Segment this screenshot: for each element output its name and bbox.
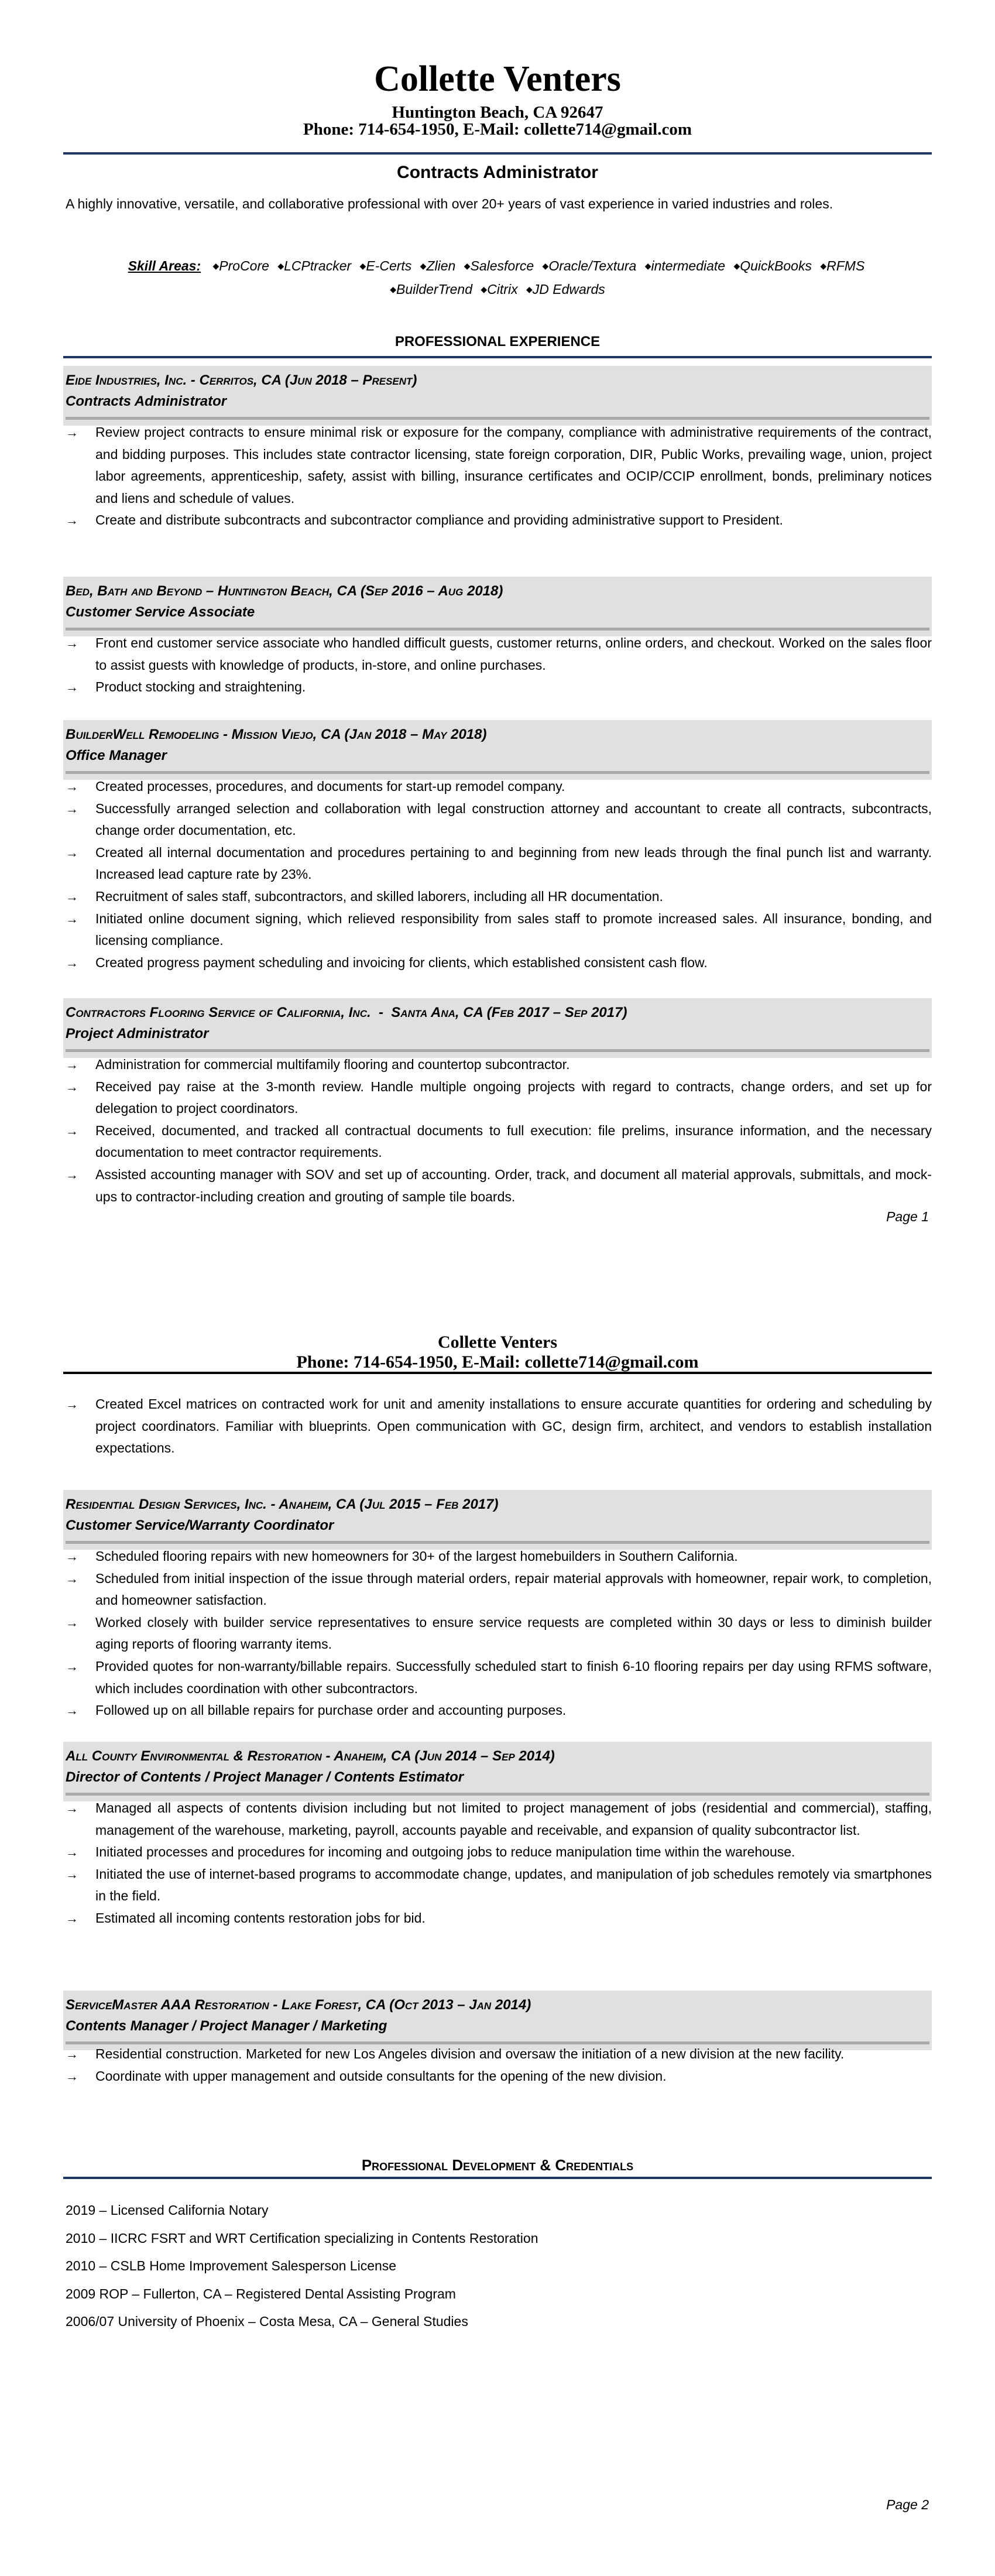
right-arrow-icon: → (66, 955, 78, 970)
job-bullets (63, 776, 932, 974)
job-role: Contents Manager / Project Manager / Marketing (66, 2018, 387, 2034)
right-arrow-icon: → (66, 1123, 78, 1138)
skill-item: ◆E-Certs (359, 258, 412, 273)
right-arrow-icon: → (66, 2068, 78, 2084)
job-role: Customer Service/Warranty Coordinator (66, 1517, 334, 1533)
job-bullets (63, 422, 932, 532)
diamond-icon: ◆ (390, 285, 397, 294)
diamond-icon: ◆ (542, 261, 549, 270)
skill-item: ◆Zlien (420, 258, 456, 273)
list-item: → Product stocking and straightening. (63, 676, 932, 698)
right-arrow-icon: → (66, 779, 78, 794)
job-header (63, 366, 932, 426)
job-header (63, 577, 932, 636)
skill-item: ◆intermediate (644, 258, 726, 273)
list-item: → Coordinate with upper management and outside consultants for the opening of the new division. (63, 2065, 932, 2088)
job-bullets (63, 1797, 932, 1930)
job-bullets (63, 2043, 932, 2087)
candidate-name: Collette Venters (374, 59, 621, 99)
list-item: → Scheduled from initial inspection of the issue through material orders, repair material approvals with homeowner, repair work, to completion, and homeowner satisfaction. (63, 1568, 932, 1612)
list-item: → Estimated all incoming contents restoration jobs for bid. (63, 1907, 932, 1930)
list-item: → Assisted accounting manager with SOV and set up of accounting. Order, track, and document all material approvals, submittals, and mock-ups to contractor-including creation and grouting of sample tile boards. (63, 1164, 932, 1208)
job-company: Bed, Bath and Beyond – Huntington Beach, CA (Sep 2016 – Aug 2018) (66, 583, 503, 599)
right-arrow-icon: → (66, 1910, 78, 1926)
right-arrow-icon: → (66, 1571, 78, 1586)
right-arrow-icon: → (66, 1057, 78, 1072)
experience-divider (63, 356, 932, 358)
credential-item: 2009 ROP – Fullerton, CA – Registered Dental Assisting Program (66, 2286, 456, 2301)
credential-item: 2010 – IICRC FSRT and WRT Certification specializing in Contents Restoration (66, 2230, 538, 2246)
right-arrow-icon: → (66, 1079, 78, 1094)
list-item: → Provided quotes for non-warranty/billable repairs. Successfully scheduled start to finish 6-10 flooring repairs per day using RFMS software, which includes coordination with other subcontractors. (63, 1656, 932, 1700)
right-arrow-icon: → (66, 1703, 78, 1718)
right-arrow-icon: → (66, 425, 78, 440)
credentials-heading: Professional Development & Credentials (361, 2156, 634, 2174)
job-header (63, 1490, 932, 1550)
right-arrow-icon: → (66, 680, 78, 695)
list-item: → Created all internal documentation and procedures pertaining to and beginning from new leads through the final punch list and warranty. Increased lead capture rate by 23%. (63, 842, 932, 886)
skill-areas-label: Skill Areas: (128, 258, 201, 273)
experience-heading: PROFESSIONAL EXPERIENCE (394, 334, 601, 350)
list-item: → Recruitment of sales staff, subcontractors, and skilled laborers, including all HR documentation. (63, 886, 932, 908)
candidate-address: Huntington Beach, CA 92647 (392, 103, 603, 122)
diamond-icon: ◆ (277, 261, 284, 270)
list-item: → Review project contracts to ensure minimal risk or exposure for the company, compliance with administrative requirements of the contract, and bidding purposes. This includes state contractor licensing, state foreign corporation, DIR, Public Works, prevailing wage, union, project labor agreements, apprenticeship, safety, assist with billing, insurance certificates and OCIP/CCIP enrollment, bonds, preliminary notices and liens and schedule of values. (63, 422, 932, 509)
job-role: Project Administrator (66, 1026, 209, 1042)
diamond-icon: ◆ (644, 261, 651, 270)
job-header-underline (66, 417, 929, 420)
job-company: Residential Design Services, Inc. - Anaheim, CA (Jul 2015 – Feb 2017) (66, 1496, 499, 1512)
job-bullets-continued (63, 1393, 932, 1460)
skill-item: ◆Oracle/Textura (542, 258, 637, 273)
right-arrow-icon: → (66, 1845, 78, 1860)
right-arrow-icon: → (66, 1659, 78, 1674)
credential-item: 2010 – CSLB Home Improvement Salesperson License (66, 2258, 397, 2273)
diamond-icon: ◆ (359, 261, 366, 270)
job-company: Eide Industries, Inc. - Cerritos, CA (Jun 2018 – Present) (66, 372, 417, 388)
credentials-divider (63, 2177, 932, 2179)
header-divider (63, 152, 932, 155)
skill-item: ◆ProCore (212, 258, 269, 273)
professional-summary: A highly innovative, versatile, and collaborative professional with over 20+ years of vast experience in varied industries and roles. (66, 196, 833, 211)
job-header-underline (66, 1049, 929, 1052)
right-arrow-icon: → (66, 889, 78, 904)
right-arrow-icon: → (66, 1801, 78, 1815)
job-bullets (63, 1054, 932, 1208)
right-arrow-icon: → (66, 911, 78, 926)
credential-item: 2019 – Licensed California Notary (66, 2202, 269, 2218)
skill-item: ◆QuickBooks (733, 258, 812, 273)
skill-item: ◆LCPtracker (277, 258, 352, 273)
diamond-icon: ◆ (820, 261, 827, 270)
diamond-icon: ◆ (526, 285, 533, 294)
job-header (63, 1742, 932, 1801)
skill-item: ◆BuilderTrend (390, 282, 473, 297)
right-arrow-icon: → (66, 2047, 78, 2061)
list-item: → Create and distribute subcontracts and subcontractor compliance and providing administrative support to President. (63, 509, 932, 532)
list-item: → Followed up on all billable repairs for purchase order and accounting purposes. (63, 1700, 932, 1722)
job-bullets (63, 1546, 932, 1722)
skill-item: ◆JD Edwards (526, 282, 605, 297)
list-item: → Received, documented, and tracked all contractual documents to full execution: file prelims, insurance information, and the necessary documentation to meet contractor requirements. (63, 1120, 932, 1164)
list-item: → Successfully arranged selection and collaboration with legal construction attorney and accountant to create all contracts, subcontracts, change order documentation, etc. (63, 798, 932, 842)
right-arrow-icon: → (66, 1167, 78, 1182)
list-item: → Initiated processes and procedures for incoming and outgoing jobs to reduce manipulation time within the warehouse. (63, 1841, 932, 1864)
list-item: → Front end customer service associate who handled difficult guests, customer returns, online orders, and checkout. Worked on the sales floor to assist guests with knowledge of products, in-store, and online purchases. (63, 632, 932, 676)
job-header (63, 1991, 932, 2050)
list-item: → Received pay raise at the 3-month review. Handle multiple ongoing projects with regard to contracts, change orders, and set up for delegation to project coordinators. (63, 1076, 932, 1120)
job-company: BuilderWell Remodeling - Mission Viejo, CA (Jan 2018 – May 2018) (66, 727, 487, 742)
job-role: Office Manager (66, 748, 167, 763)
credential-item: 2006/07 University of Phoenix – Costa Mesa, CA – General Studies (66, 2314, 468, 2329)
right-arrow-icon: → (66, 845, 78, 860)
list-item: → Residential construction. Marketed for new Los Angeles division and oversaw the initiation of a new division at the new facility. (63, 2043, 932, 2065)
list-item: → Created Excel matrices on contracted work for unit and amenity installations to ensure accurate quantities for ordering and scheduling by project coordinators. Familiar with blueprints. Open communication with GC, design firm, architect, and vendors to establish installation expectations. (63, 1393, 932, 1460)
right-arrow-icon: → (66, 513, 78, 528)
list-item: → Worked closely with builder service representatives to ensure service requests are completed within 30 days or less to diminish builder aging reports of flooring warranty items. (63, 1612, 932, 1656)
diamond-icon: ◆ (212, 261, 219, 270)
credentials-list (66, 2197, 538, 2336)
candidate-contact: Phone: 714-654-1950, E-Mail: collette714@gmail.com (296, 1352, 699, 1372)
job-header (63, 720, 932, 780)
right-arrow-icon: → (66, 1549, 78, 1564)
skill-item: ◆RFMS (820, 258, 865, 273)
job-header-underline (66, 771, 929, 774)
right-arrow-icon: → (66, 1866, 78, 1882)
right-arrow-icon: → (66, 636, 78, 650)
list-item: → Initiated online document signing, which relieved responsibility from sales staff to promote increased sales. All insurance, bonding, and licensing compliance. (63, 908, 932, 952)
list-item: → Created progress payment scheduling and invoicing for clients, which established consistent cash flow. (63, 952, 932, 974)
job-header-underline (66, 1541, 929, 1544)
job-role: Director of Contents / Project Manager / Contents Estimator (66, 1769, 464, 1785)
right-arrow-icon: → (66, 1615, 78, 1630)
skill-areas (63, 254, 932, 301)
job-company: ServiceMaster AAA Restoration - Lake Forest, CA (Oct 2013 – Jan 2014) (66, 1997, 531, 2013)
page-number: Page 1 (886, 1209, 929, 1224)
skill-item: ◆Citrix (481, 282, 518, 297)
job-header (63, 998, 932, 1058)
header-divider (63, 1372, 932, 1374)
list-item: → Scheduled flooring repairs with new homeowners for 30+ of the largest homebuilders in Southern California. (63, 1546, 932, 1568)
skill-item: ◆Salesforce (464, 258, 534, 273)
job-company: All County Environmental & Restoration - Anaheim, CA (Jun 2014 – Sep 2014) (66, 1748, 555, 1764)
right-arrow-icon: → (66, 1397, 78, 1412)
list-item: → Managed all aspects of contents division including but not limited to project management of jobs (residential and commercial), staffing, management of the warehouse, marketing, payroll, accounts payable and receivable, and expansion of quality subcontractor list. (63, 1797, 932, 1841)
diamond-icon: ◆ (481, 285, 488, 294)
diamond-icon: ◆ (464, 261, 471, 270)
job-header-underline (66, 1793, 929, 1796)
diamond-icon: ◆ (733, 261, 740, 270)
right-arrow-icon: → (66, 801, 78, 816)
job-role: Customer Service Associate (66, 604, 255, 620)
job-header-underline (66, 628, 929, 631)
list-item: → Administration for commercial multifamily flooring and countertop subcontractor. (63, 1054, 932, 1076)
job-bullets (63, 632, 932, 698)
list-item: → Created processes, procedures, and documents for start-up remodel company. (63, 776, 932, 798)
candidate-name: Collette Venters (437, 1332, 558, 1352)
job-company: Contractors Flooring Service of California, Inc. - Santa Ana, CA (Feb 2017 – Sep 2017) (66, 1005, 627, 1020)
page-number: Page 2 (886, 2497, 929, 2512)
candidate-contact: Phone: 714-654-1950, E-Mail: collette714@gmail.com (303, 120, 692, 139)
job-role: Contracts Administrator (66, 393, 227, 409)
list-item: → Initiated the use of internet-based programs to accommodate change, updates, and manipulation of job schedules remotely via smartphones in the field. (63, 1864, 932, 1907)
diamond-icon: ◆ (420, 261, 427, 270)
resume-title: Contracts Administrator (397, 163, 598, 182)
